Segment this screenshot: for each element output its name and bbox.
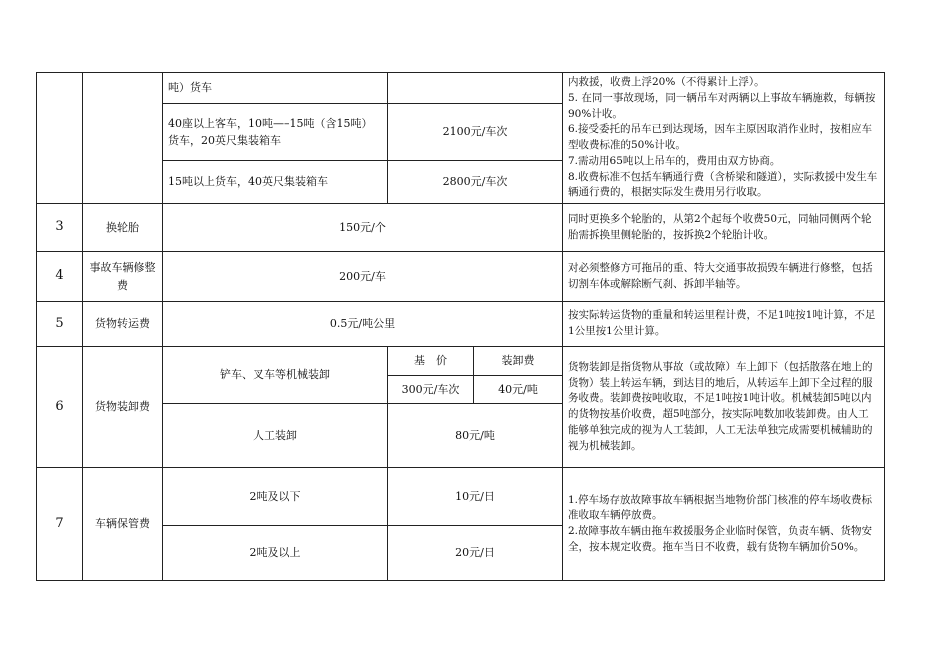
remark-line: 6.接受委托的吊车已到达现场，因车主原因取消作业时，按相应车型收费标准的50%计收。 [568, 123, 873, 151]
fee-cell: 2800元/车次 [388, 161, 563, 204]
remark-line: 内救援，收费上浮20%（不得累计上浮）。 [568, 76, 765, 88]
remark-line: 7.需动用65吨以上吊车的，费用由双方协商。 [568, 154, 781, 167]
fee-cell: 0.5元/吨公里 [163, 302, 563, 347]
table-row [37, 204, 885, 252]
item-number: 4 [37, 252, 83, 302]
fee-table [36, 72, 885, 581]
column-header: 基 价 [388, 347, 474, 376]
remarks-cell: 按实际转运货物的重量和转运里程计费，不足1吨按1吨计算，不足1公里按1公里计算。 [563, 302, 885, 347]
remark-line: 5. 在同一事故现场，同一辆吊车对两辆以上事故车辆施救，每辆按90%计收。 [568, 91, 876, 120]
tier-cell: 2吨及以下 [163, 468, 388, 526]
item-number: 7 [37, 468, 83, 581]
vehicle-type-cell: 15吨以上货车，40英尺集装箱车 [163, 161, 388, 204]
fee-cell: 40元/吨 [474, 376, 563, 404]
fee-cell: 2100元/车次 [388, 103, 563, 160]
item-name-cell [83, 73, 163, 204]
remarks-cell [563, 73, 885, 204]
item-number: 3 [37, 204, 83, 252]
vehicle-type-cell: 吨）货车 [163, 73, 388, 104]
table-row [37, 347, 885, 376]
item-name: 货物转运费 [83, 302, 163, 347]
item-name: 货物装卸费 [83, 347, 163, 468]
remarks-cell: 对必须整修方可拖吊的重、特大交通事故损毁车辆进行修整，包括切割车体或解除断气刹、拆卸半轴等。 [563, 252, 885, 302]
table-row [37, 73, 885, 104]
remarks-cell [563, 468, 885, 581]
remarks-cell: 同时更换多个轮胎的，从第2个起每个收费50元，同轴同侧两个轮胎需拆换里侧轮胎的，按拆换2个轮胎计收。 [563, 204, 885, 252]
item-number: 6 [37, 347, 83, 468]
fee-cell: 150元/个 [163, 204, 563, 252]
item-name: 事故车辆修整费 [83, 252, 163, 302]
method-cell: 人工装卸 [163, 404, 388, 468]
fee-cell: 20元/日 [388, 526, 563, 581]
remark-line: 2.故障事故车辆由拖车救援服务企业临时保管，负责车辆、货物安全，按本规定收费。拖车当日不收费，载有货物车辆加价50%。 [568, 525, 873, 553]
fee-cell: 300元/车次 [388, 376, 474, 404]
table-row [37, 252, 885, 302]
remarks-cell: 货物装卸是指货物从事故（或故障）车上卸下（包括散落在地上的货物）装上转运车辆，到达目的地后，从转运车上卸下全过程的服务收费。装卸费按吨收取，不足1吨按1吨计收。机械装卸5吨以内的货物按基价收费，超5吨部分，按实际吨数加收装卸费。由人工能够单独完成的视为人工装卸，人工无法单独完成需要机械辅助的视为机械装卸。 [563, 347, 885, 468]
fee-cell [388, 73, 563, 104]
remark-line: 8.收费标准不包括车辆通行费（含桥梁和隧道），实际救援中发生车辆通行费的，根据实际发生费用另行收取。 [568, 170, 878, 199]
fee-cell: 10元/日 [388, 468, 563, 526]
item-name: 换轮胎 [83, 204, 163, 252]
method-cell: 铲车、叉车等机械装卸 [163, 347, 388, 404]
table-row [37, 302, 885, 347]
fee-cell: 80元/吨 [388, 404, 563, 468]
item-number-cell [37, 73, 83, 204]
item-name: 车辆保管费 [83, 468, 163, 581]
vehicle-type-cell: 40座以上客车，10吨—–15吨（含15吨）货车，20英尺集装箱车 [163, 103, 388, 160]
remark-line: 1.停车场存放故障事故车辆根据当地物价部门核准的停车场收费标准收取车辆停放费。 [568, 493, 873, 522]
fee-cell: 200元/车 [163, 252, 563, 302]
item-number: 5 [37, 302, 83, 347]
column-header: 装卸费 [474, 347, 563, 376]
table-row [37, 468, 885, 526]
tier-cell: 2吨及以上 [163, 526, 388, 581]
